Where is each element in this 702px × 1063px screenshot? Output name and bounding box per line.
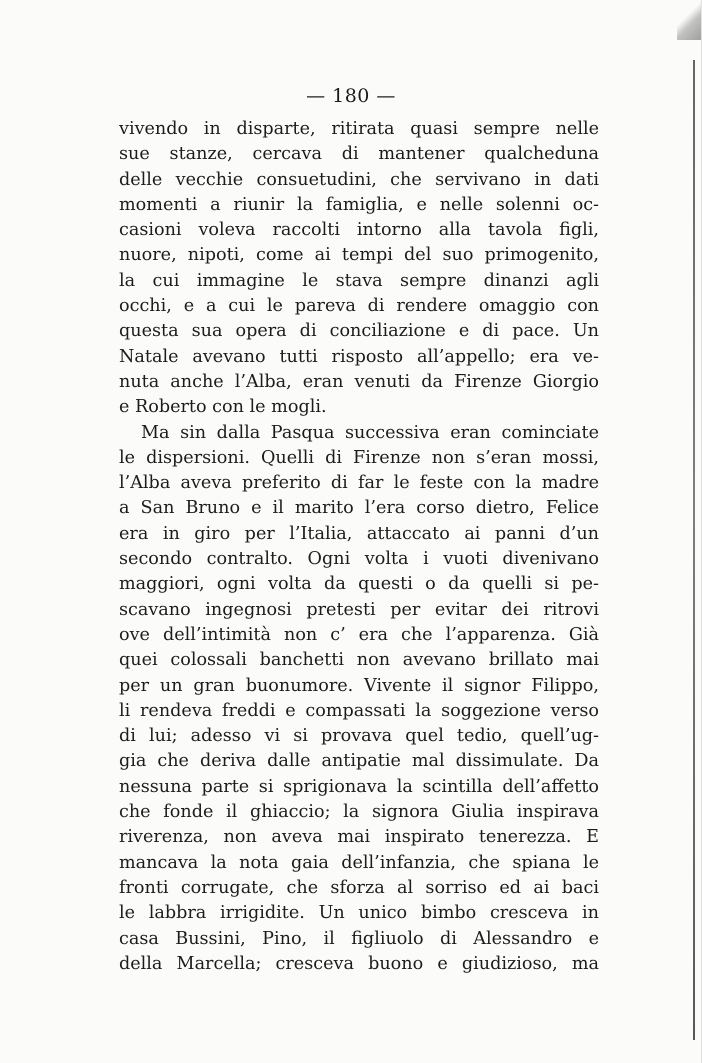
text-line: questa sua opera di conciliazione e di pace. Un (119, 321, 599, 342)
text-line: quei colossali banchetti non avevano brillato mai (119, 650, 599, 671)
text-line: di lui; adesso vi si provava quel tedio, quell’ug- (119, 726, 599, 747)
text-line: a San Bruno e il marito l’era corso dietro, Felice (119, 498, 599, 519)
text-line: casa Bussini, Pino, il figliuolo di Alessandro e (119, 928, 599, 949)
text-line: scavano ingegnosi pretesti per evitar dei ritrovi (119, 599, 599, 620)
text-line: la cui immagine le stava sempre dinanzi agli (119, 270, 599, 291)
paragraph-2 (119, 421, 599, 978)
text-line: che fonde il ghiaccio; la signora Giulia inspirava (119, 802, 599, 823)
text-line: Ma sin dalla Pasqua successiva eran cominciate (141, 422, 599, 443)
text-line: momenti a riunir la famiglia, e nelle solenni oc- (119, 194, 599, 215)
text-line: li rendeva freddi e compassati la soggezione verso (119, 700, 599, 721)
text-line: nessuna parte si sprigionava la scintilla dell’affetto (119, 776, 599, 797)
text-line: nuta anche l’Alba, eran venuti da Firenze Giorgio (119, 371, 599, 392)
page-number: — 180 — (306, 85, 396, 107)
text-line: riverenza, non aveva mai inspirato tenerezza. E (119, 827, 599, 848)
text-line: occhi, e a cui le pareva di rendere omaggio con (119, 296, 599, 317)
text-line: nuore, nipoti, come ai tempi del suo primogenito, (119, 245, 599, 266)
text-line: e Roberto con le mogli. (119, 397, 327, 418)
text-line: era in giro per l’Italia, attaccato ai panni d’un (119, 523, 599, 544)
text-line: le dispersioni. Quelli di Firenze non s’eran mossi, (119, 447, 599, 468)
text-line: maggiori, ogni volta da questi o da quelli si pe- (119, 574, 599, 595)
page-edge-shadow (693, 60, 695, 1040)
text-line: Natale avevano tutti risposto all’appello; era ve- (119, 346, 599, 367)
text-line: delle vecchie consuetudini, che servivano in dati (119, 169, 599, 190)
text-line: per un gran buonumore. Vivente il signor Filippo, (119, 675, 599, 696)
text-line: mancava la nota gaia dell’infanzia, che spiana le (119, 852, 599, 873)
text-line: casioni voleva raccolti intorno alla tavola figli, (119, 220, 599, 241)
text-line: vivendo in disparte, ritirata quasi sempre nelle (119, 119, 599, 139)
text-line: gia che deriva dalle antipatie mal dissimulate. Da (119, 751, 599, 772)
paragraph-1 (119, 117, 599, 421)
text-line: fronti corrugate, che sforza al sorriso ed ai baci (119, 877, 599, 898)
body-text (119, 117, 599, 977)
page-corner-shadow (677, 0, 701, 40)
text-line: secondo contralto. Ogni volta i vuoti divenivano (119, 549, 599, 570)
text-line: l’Alba aveva preferito di far le feste con la madre (119, 473, 599, 494)
text-line: le labbra irrigidite. Un unico bimbo cresceva in (119, 903, 599, 924)
text-line: ove dell’intimità non c’ era che l’apparenza. Già (119, 624, 599, 645)
text-line: sue stanze, cercava di mantener qualcheduna (119, 144, 599, 165)
text-line: della Marcella; cresceva buono e giudizioso, ma (119, 953, 599, 974)
